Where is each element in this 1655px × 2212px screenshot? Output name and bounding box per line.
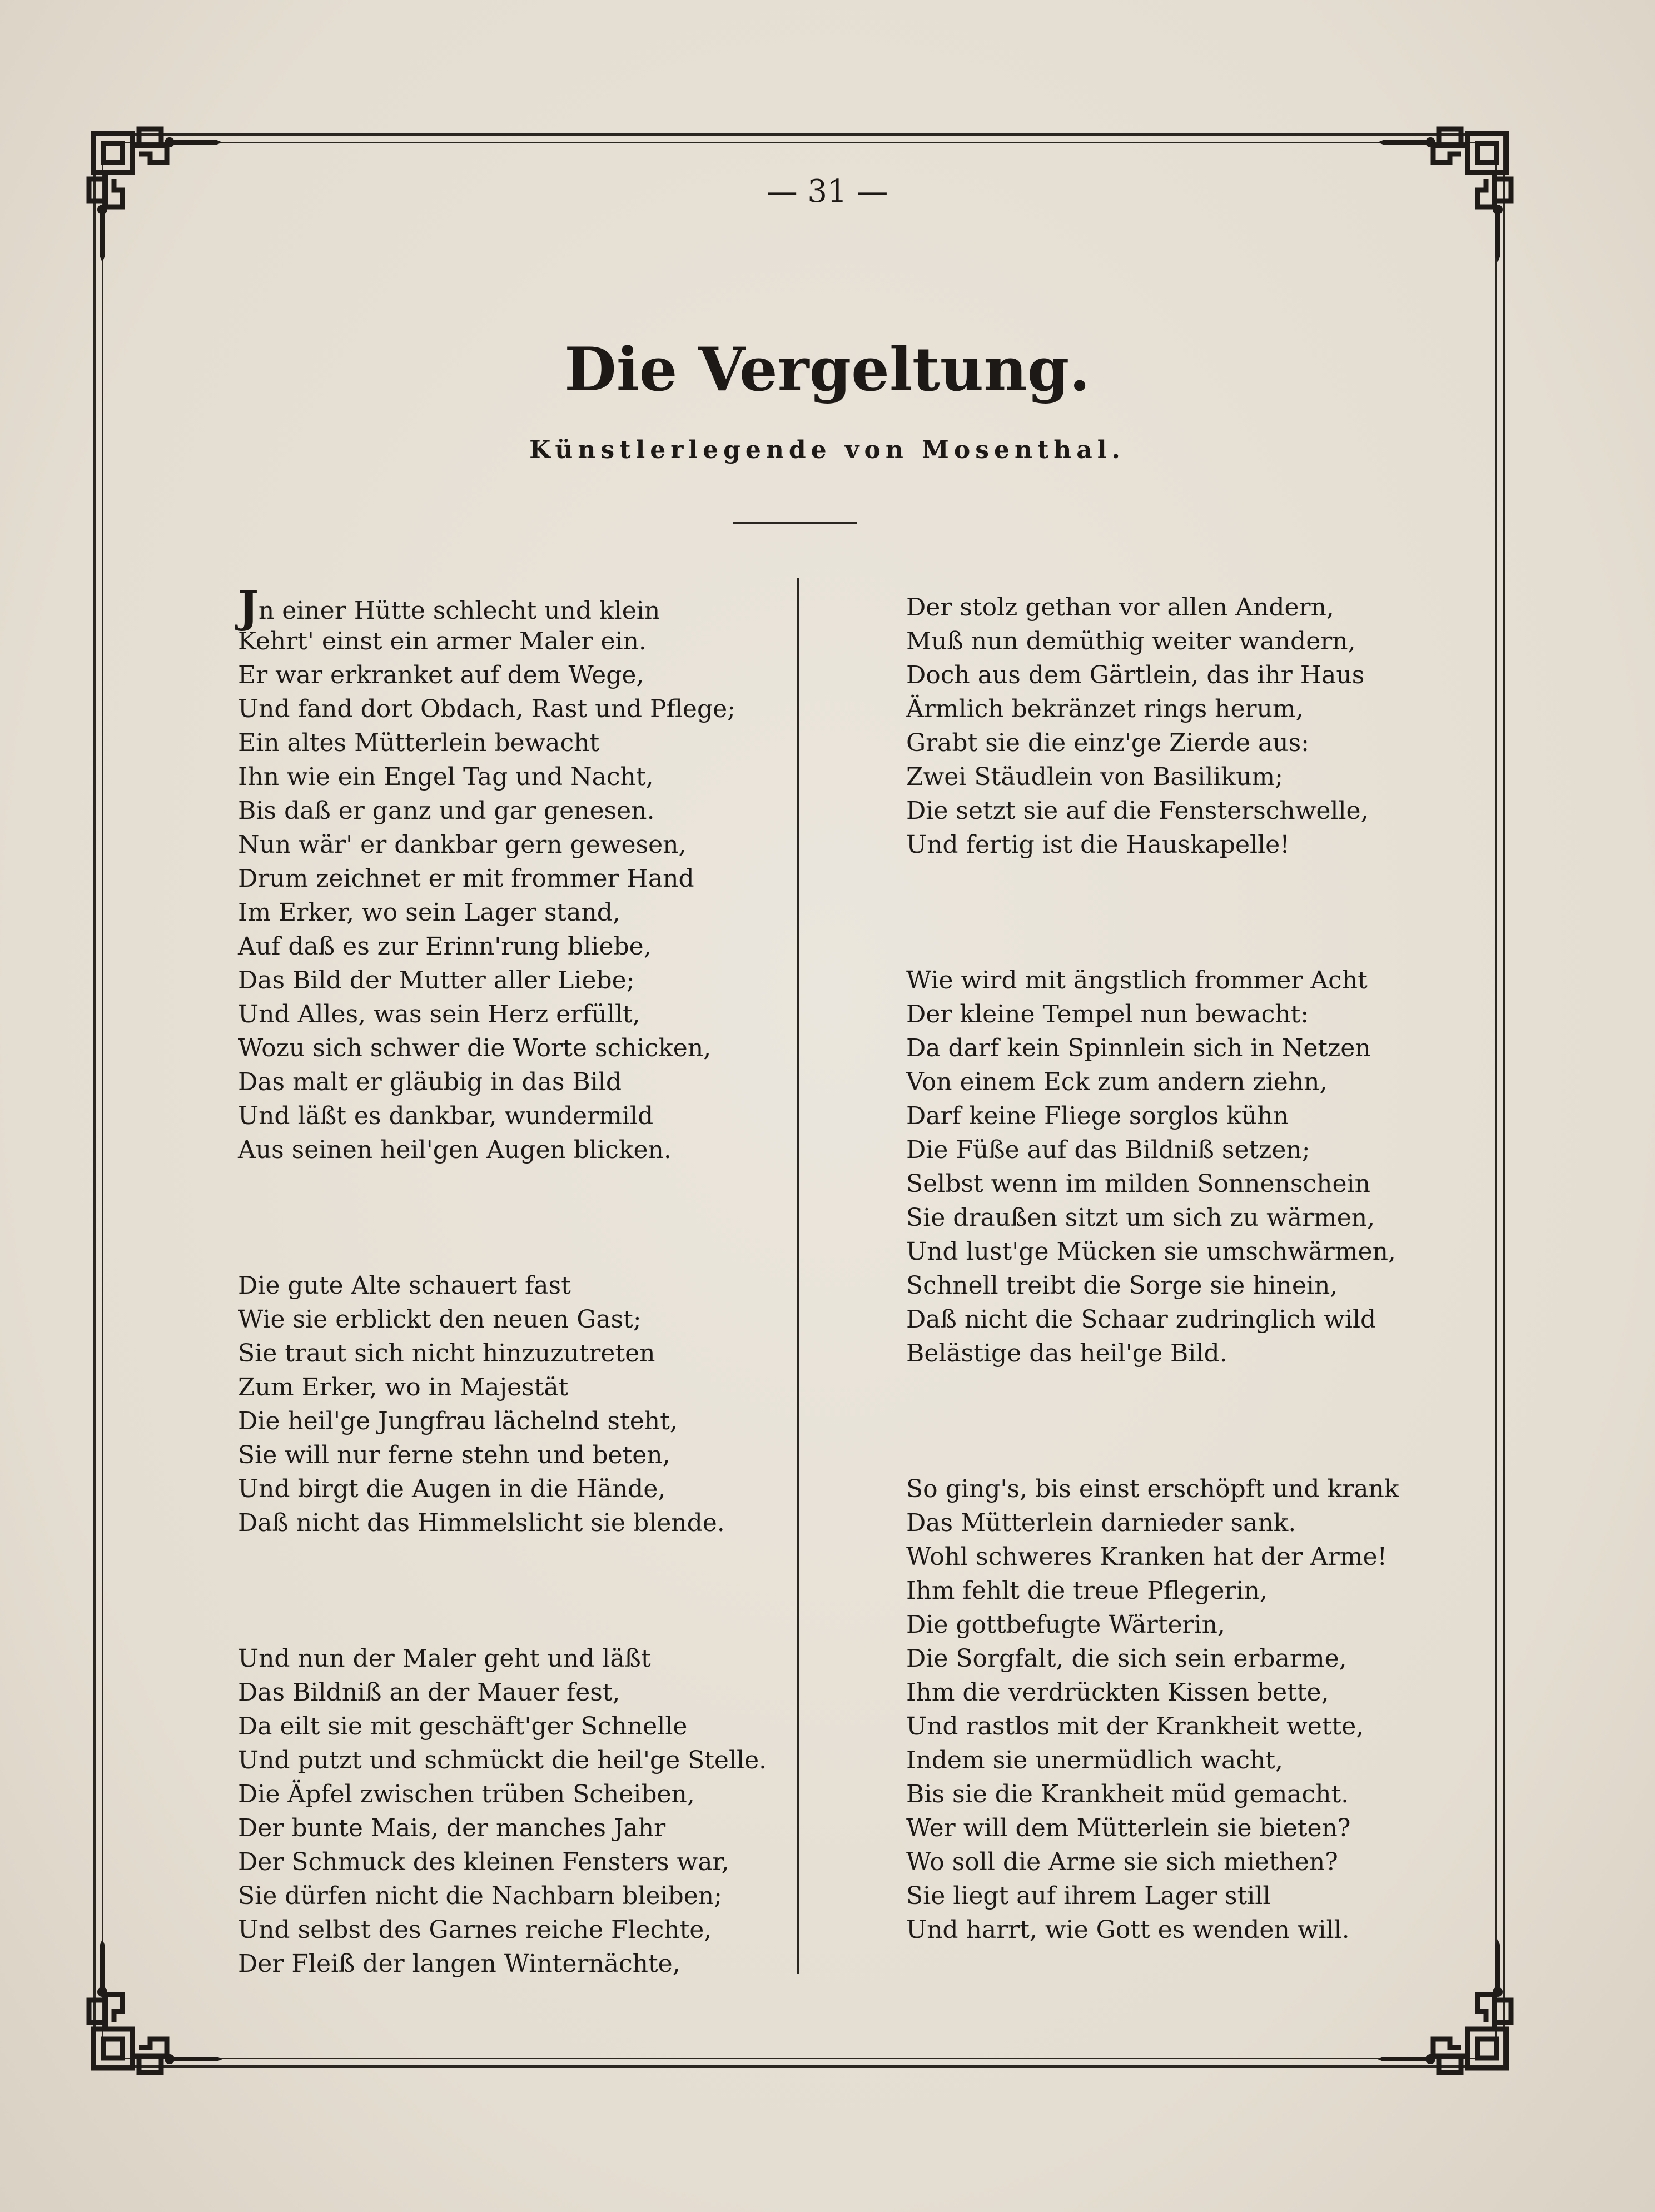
stanza [906,963,1518,1370]
verse-line: Wer will dem Mütterlein sie bieten? [906,1814,1351,1842]
verse-line: Wozu sich schwer die Worte schicken, [238,1034,712,1062]
verse-line: Das Bild der Mutter aller Liebe; [238,966,635,995]
verse-line: Sie liegt auf ihrem Lager still [906,1882,1271,1910]
verse-line: Er war erkranket auf dem Wege, [238,661,644,689]
verse-line: Sie draußen sitzt um sich zu wärmen, [906,1204,1375,1232]
title-divider [733,522,857,524]
verse-line: Und fand dort Obdach, Rast und Pflege; [238,695,735,723]
verse-line: Das malt er gläubig in das Bild [238,1068,622,1096]
stanza [238,1269,849,1540]
stanza [906,590,1518,862]
poem-subtitle: Künstlerlegende von Mosenthal. [529,436,1125,464]
stanza-gap [238,1167,849,1269]
verse-line: Der kleine Tempel nun bewacht: [906,1000,1309,1028]
verse-line: Die heil'ge Jungfrau lächelnd steht, [238,1407,678,1435]
verse-line-text: n einer Hütte schlecht und klein [258,597,660,625]
verse-line: Daß nicht das Himmelslicht sie blende. [238,1509,725,1537]
verse-line: Der bunte Mais, der manches Jahr [238,1814,666,1842]
verse-line: Sie traut sich nicht hinzuzutreten [238,1339,655,1368]
verse-line: Der Schmuck des kleinen Fensters war, [238,1848,729,1876]
verse-line: Wo soll die Arme sie sich miethen? [906,1848,1338,1876]
corner-ornament-top-right [1378,123,1517,262]
verse-line: Der stolz gethan vor allen Andern, [906,593,1334,622]
verse-line: Belästige das heil'ge Bild. [906,1339,1227,1368]
verse-line: Und putzt und schmückt die heil'ge Stelle. [238,1746,767,1774]
verse-line: Sie will nur ferne stehn und beten, [238,1441,670,1469]
verse-line: Das Bildniß an der Mauer fest, [238,1678,620,1707]
verse-line: Selbst wenn im milden Sonnenschein [906,1170,1370,1198]
verse-line: Die Füße auf das Bildniß setzen; [906,1136,1310,1164]
stanza-gap [238,1540,849,1642]
verse-line: Ihm fehlt die treue Pflegerin, [906,1577,1268,1605]
verse-line: Und harrt, wie Gott es wenden will. [906,1916,1350,1944]
verse-line: Grabt sie die einz'ge Zierde aus: [906,729,1309,757]
verse-line: Ihm die verdrückten Kissen bette, [906,1678,1329,1707]
verse-line: Doch aus dem Gärtlein, das ihr Haus [906,661,1365,689]
verse-line: Der Fleiß der langen Winternächte, [238,1950,680,1978]
verse-line: Die Sorgfalt, die sich sein erbarme, [906,1644,1347,1673]
verse-line: Und fertig ist die Hauskapelle! [906,831,1290,859]
verse-line: Und selbst des Garnes reiche Flechte, [238,1916,712,1944]
verse-line: Darf keine Fliege sorglos kühn [906,1102,1289,1130]
verse-line: Indem sie unermüdlich wacht, [906,1746,1283,1774]
verse-line: Wie sie erblickt den neuen Gast; [238,1305,642,1334]
verse-line: Ein altes Mütterlein bewacht [238,729,600,757]
right-column [906,590,1518,1947]
verse-line: Auf daß es zur Erinn'rung bliebe, [238,932,652,961]
left-column [238,582,849,1981]
verse-line: Aus seinen heil'gen Augen blicken. [238,1136,672,1164]
verse-line: Im Erker, wo sein Lager stand, [238,898,620,927]
verse-line: Nun wär' er dankbar gern gewesen, [238,831,687,859]
stanza [906,1472,1518,1947]
verse-line: Und Alles, was sein Herz erfüllt, [238,1000,640,1028]
corner-ornament-top-left [83,123,222,262]
drop-cap: J [238,582,259,633]
verse-line: Sie dürfen nicht die Nachbarn bleiben; [238,1882,722,1910]
verse-line: Muß nun demüthig weiter wandern, [906,627,1356,655]
poem-title: Die Vergeltung. [564,335,1090,405]
stanza-gap [906,1370,1518,1472]
corner-ornament-bottom-left [83,1939,222,2078]
stanza-gap [906,862,1518,963]
verse-line [238,582,849,633]
stanza [238,582,849,1167]
verse-line: Wohl schweres Kranken hat der Arme! [906,1543,1388,1571]
verse-line: Die Äpfel zwischen trüben Scheiben, [238,1780,695,1808]
verse-line: Da darf kein Spinnlein sich in Netzen [906,1034,1371,1062]
verse-line: Bis daß er ganz und gar genesen. [238,797,655,825]
verse-line: Und läßt es dankbar, wundermild [238,1102,654,1130]
verse-line: Die setzt sie auf die Fensterschwelle, [906,797,1369,825]
verse-line: Und lust'ge Mücken sie umschwärmen, [906,1237,1396,1266]
verse-line: Die gute Alte schauert fast [238,1271,571,1300]
verse-line: Ihn wie ein Engel Tag und Nacht, [238,763,654,791]
verse-line: Und nun der Maler geht und läßt [238,1644,651,1673]
verse-line: Die gottbefugte Wärterin, [906,1610,1225,1639]
corner-ornament-bottom-right [1378,1939,1517,2078]
stanza [238,1642,849,1981]
verse-line: Ärmlich bekränzet rings herum, [906,695,1304,723]
verse-line: Das Mütterlein darnieder sank. [906,1509,1296,1537]
verse-line: Schnell treibt die Sorge sie hinein, [906,1271,1338,1300]
verse-line: Wie wird mit ängstlich frommer Acht [906,966,1368,995]
verse-line: Kehrt' einst ein armer Maler ein. [238,627,647,655]
verse-line: Bis sie die Krankheit müd gemacht. [906,1780,1349,1808]
verse-line: Da eilt sie mit geschäft'ger Schnelle [238,1712,688,1741]
verse-line: Zwei Stäudlein von Basilikum; [906,763,1283,791]
verse-line: Zum Erker, wo in Majestät [238,1373,569,1401]
verse-line: Und birgt die Augen in die Hände, [238,1475,666,1503]
page-number: — 31 — [766,173,888,210]
verse-line: Drum zeichnet er mit frommer Hand [238,864,694,893]
verse-line: Und rastlos mit der Krankheit wette, [906,1712,1364,1741]
verse-line: So ging's, bis einst erschöpft und krank [906,1475,1399,1503]
verse-line: Daß nicht die Schaar zudringlich wild [906,1305,1376,1334]
verse-line: Von einem Eck zum andern ziehn, [906,1068,1328,1096]
